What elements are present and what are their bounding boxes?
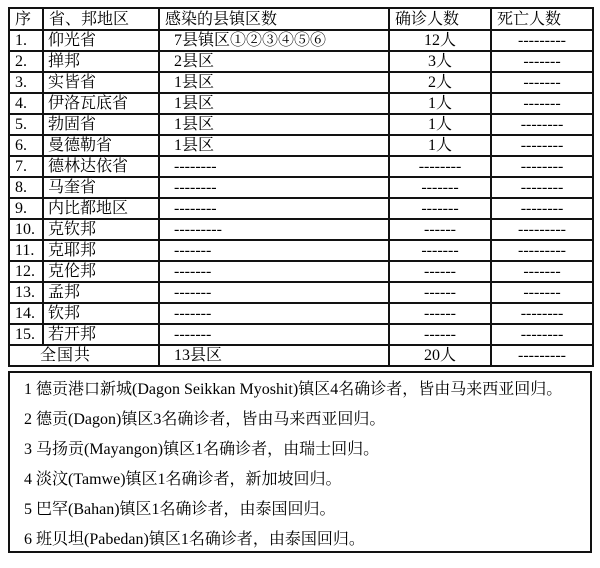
table-row <box>9 30 593 51</box>
table-row <box>9 156 593 177</box>
deaths-cell: -------- <box>491 156 593 177</box>
table-header-row <box>9 8 593 30</box>
seq-cell: 5. <box>9 114 43 135</box>
seq-cell: 11. <box>9 240 43 261</box>
infected-cell: -------- <box>159 156 389 177</box>
confirmed-cell: ------ <box>389 282 491 303</box>
table-row <box>9 303 593 324</box>
infected-cell: -------- <box>159 198 389 219</box>
seq-cell: 14. <box>9 303 43 324</box>
col-header-confirmed: 确诊人数 <box>389 8 491 30</box>
region-cell: 克伦邦 <box>43 261 159 282</box>
region-cell: 克耶邦 <box>43 240 159 261</box>
footnote-list <box>24 375 584 555</box>
table-body <box>9 30 593 345</box>
region-cell: 掸邦 <box>43 51 159 72</box>
table-row <box>9 240 593 261</box>
seq-cell: 10. <box>9 219 43 240</box>
deaths-cell: -------- <box>491 114 593 135</box>
deaths-cell: -------- <box>491 198 593 219</box>
infected-cell: ------- <box>159 282 389 303</box>
seq-cell: 13. <box>9 282 43 303</box>
confirmed-cell: 1人 <box>389 93 491 114</box>
total-infected-cell: 13县区 <box>159 345 389 366</box>
seq-cell: 4. <box>9 93 43 114</box>
footnote-line: 5 巴罕(Bahan)镇区1名确诊者，由泰国回归。 <box>24 501 336 518</box>
seq-cell: 9. <box>9 198 43 219</box>
col-header-seq: 序 <box>9 8 43 30</box>
deaths-cell: ------- <box>491 261 593 282</box>
col-header-region: 省、邦地区 <box>43 8 159 30</box>
deaths-cell: -------- <box>491 177 593 198</box>
table-row <box>9 72 593 93</box>
confirmed-cell: ------ <box>389 261 491 282</box>
footnote-line: 3 马扬贡(Mayangon)镇区1名确诊者，由瑞士回归。 <box>24 441 380 458</box>
footnote-line: 1 德贡港口新城(Dagon Seikkan Myoshit)镇区4名确诊者，皆由马来西亚回归。 <box>24 381 563 398</box>
infected-cell: ------- <box>159 261 389 282</box>
confirmed-cell: 2人 <box>389 72 491 93</box>
confirmed-cell: ------- <box>389 198 491 219</box>
seq-cell: 2. <box>9 51 43 72</box>
infected-cell: 7县镇区①②③④⑤⑥ <box>159 30 389 51</box>
region-cell: 曼德勒省 <box>43 135 159 156</box>
infected-cell: 1县区 <box>159 114 389 135</box>
table-row <box>9 198 593 219</box>
infected-cell: ------- <box>159 240 389 261</box>
deaths-cell: --------- <box>491 30 593 51</box>
infected-cell: 2县区 <box>159 51 389 72</box>
deaths-cell: -------- <box>491 135 593 156</box>
table-row <box>9 261 593 282</box>
deaths-cell: ------- <box>491 72 593 93</box>
confirmed-cell: -------- <box>389 156 491 177</box>
total-deaths-cell: --------- <box>491 345 593 366</box>
table-row <box>9 51 593 72</box>
region-cell: 仰光省 <box>43 30 159 51</box>
deaths-cell: --------- <box>491 240 593 261</box>
confirmed-cell: ------- <box>389 240 491 261</box>
table-total-section <box>9 345 593 366</box>
infected-cell: ------- <box>159 303 389 324</box>
table-row <box>9 177 593 198</box>
table-row <box>9 324 593 345</box>
footnote-box <box>8 371 592 553</box>
confirmed-cell: ------ <box>389 324 491 345</box>
table-row <box>9 114 593 135</box>
deaths-cell: --------- <box>491 219 593 240</box>
deaths-cell: ------- <box>491 51 593 72</box>
confirmed-cell: 1人 <box>389 135 491 156</box>
seq-cell: 8. <box>9 177 43 198</box>
table-row <box>9 135 593 156</box>
infected-cell: ------- <box>159 324 389 345</box>
total-confirmed-cell: 20人 <box>389 345 491 366</box>
region-cell: 实皆省 <box>43 72 159 93</box>
region-cell: 内比都地区 <box>43 198 159 219</box>
seq-cell: 15. <box>9 324 43 345</box>
deaths-cell: ------- <box>491 282 593 303</box>
table-total-row <box>9 345 593 366</box>
region-cell: 勃固省 <box>43 114 159 135</box>
infected-cell: 1县区 <box>159 93 389 114</box>
seq-cell: 6. <box>9 135 43 156</box>
table-row <box>9 282 593 303</box>
seq-cell: 1. <box>9 30 43 51</box>
infected-cell: --------- <box>159 219 389 240</box>
region-cell: 克钦邦 <box>43 219 159 240</box>
footnote-line: 2 德贡(Dagon)镇区3名确诊者，皆由马来西亚回归。 <box>24 411 386 428</box>
region-cell: 德林达依省 <box>43 156 159 177</box>
confirmed-cell: 12人 <box>389 30 491 51</box>
col-header-infected: 感染的县镇区数 <box>159 8 389 30</box>
table-row <box>9 219 593 240</box>
deaths-cell: ------- <box>491 93 593 114</box>
seq-cell: 7. <box>9 156 43 177</box>
seq-cell: 12. <box>9 261 43 282</box>
col-header-deaths: 死亡人数 <box>491 8 593 30</box>
confirmed-cell: 3人 <box>389 51 491 72</box>
confirmed-cell: ------- <box>389 177 491 198</box>
table-row <box>9 93 593 114</box>
region-cell: 马奎省 <box>43 177 159 198</box>
region-cell: 若开邦 <box>43 324 159 345</box>
deaths-cell: -------- <box>491 324 593 345</box>
region-cell: 钦邦 <box>43 303 159 324</box>
footnote-line: 6 班贝坦(Pabedan)镇区1名确诊者，由泰国回归。 <box>24 531 365 548</box>
region-cell: 伊洛瓦底省 <box>43 93 159 114</box>
infected-cell: 1县区 <box>159 72 389 93</box>
footnote-line: 4 淡汶(Tamwe)镇区1名确诊者，新加坡回归。 <box>24 471 342 488</box>
seq-cell: 3. <box>9 72 43 93</box>
region-cell: 孟邦 <box>43 282 159 303</box>
confirmed-cell: 1人 <box>389 114 491 135</box>
total-label-cell: 全国共 <box>9 345 159 366</box>
confirmed-cell: ------ <box>389 303 491 324</box>
infected-cell: -------- <box>159 177 389 198</box>
infection-statistics-table <box>8 7 594 367</box>
confirmed-cell: ------ <box>389 219 491 240</box>
deaths-cell: -------- <box>491 303 593 324</box>
infected-cell: 1县区 <box>159 135 389 156</box>
